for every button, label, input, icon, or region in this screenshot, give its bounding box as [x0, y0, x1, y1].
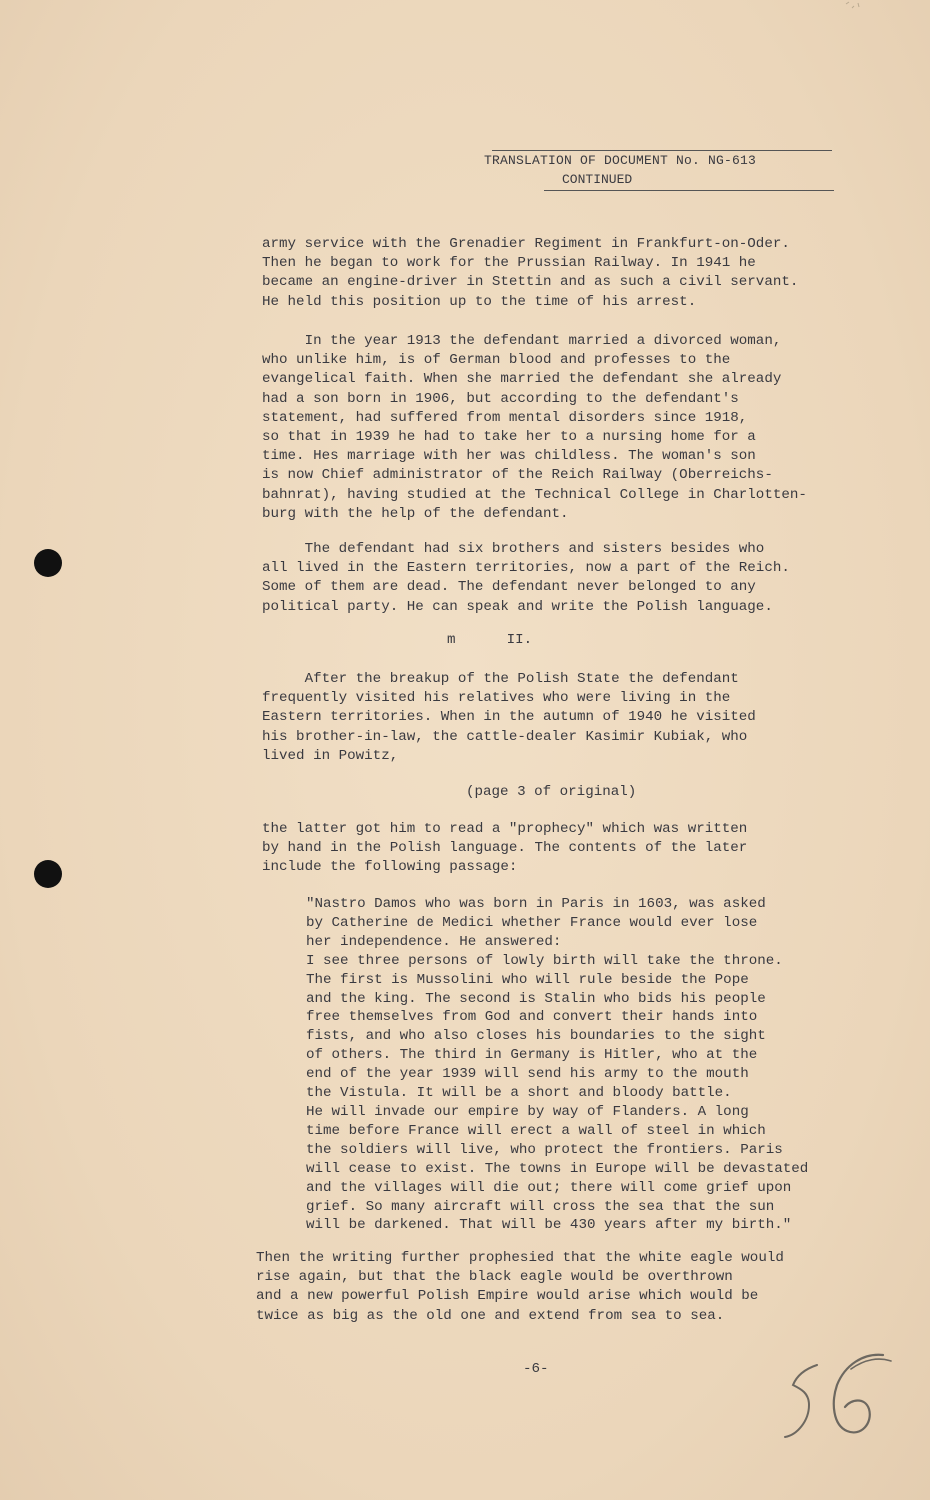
original-page-reference: (page 3 of original)	[466, 784, 637, 800]
header-continued: CONTINUED	[562, 172, 633, 187]
corner-specks	[840, 0, 870, 20]
handwritten-page-number	[775, 1345, 895, 1455]
paragraph-army-service: army service with the Grenadier Regiment in Frankfurt-on-Oder. Then he began to work for the Prussian Railway. In 1941 he became an engine-driver in Stettin and as such a civil servant. He held this position up to the time of his arrest.	[262, 236, 799, 310]
paragraph-marriage: In the year 1913 the defendant married a divorced woman, who unlike him, is of German blood and professes to the evangelical faith. When she married the defendant she already had a son born in 1906, but according to the defendant's statement, had suffered from mental disorders since 1918, so that in 1939 he had to take her to a nursing home for a time. Hes marriage with her was childless. The woman's son is now Chief administrator of the Reich Railway (Oberreichs- bahnrat), having studied at the Technical College in Charlotten- burg with the help of the defendant.	[262, 333, 807, 522]
page-number: -6-	[523, 1361, 549, 1377]
paragraph-prophecy-intro: the latter got him to read a "prophecy" which was written by hand in the Polish language. The contents of the later include the following passage:	[262, 821, 748, 876]
prophecy-quote: "Nastro Damos who was born in Paris in 1603, was asked by Catherine de Medici whether France would ever lose her independence. He answered: I see three persons of lowly birth will take the throne. The first is Mussolini who will rule beside the Pope and the king. The second is Stalin who bids his people free themselves from God and convert their hands into fists, and who also closes his boundaries to the sight of others. The third in Germany is Hitler, who at the end of the year 1939 will send his army to the mouth the Vistula. It will be a short and bloody battle. He will invade our empire by way of Flanders. A long time before France will erect a wall of steel in which the soldiers will live, who protect the frontiers. Paris will cease to exist. The towns in Europe will be devastated and the villages will die out; there will come grief upon grief. So many aircraft will cross the sea that the sun will be darkened. That will be 430 years after my birth."	[306, 896, 809, 1234]
paragraph-siblings: The defendant had six brothers and sisters besides who all lived in the Eastern territories, now a part of the Reich. Some of them are dead. The defendant never belonged to any political party. He can speak and write the Polish language.	[262, 541, 790, 615]
punch-hole-upper	[34, 549, 62, 577]
document-header	[484, 150, 840, 191]
header-bottom-rule	[544, 190, 834, 191]
header-title: TRANSLATION OF DOCUMENT No. NG-613	[484, 153, 757, 168]
section-heading-ii: m II.	[447, 632, 533, 648]
paragraph-prophecy-conclusion: Then the writing further prophesied that the white eagle would rise again, but that the black eagle would be overthrown and a new powerful Polish Empire would arise which would be twice as big as the old one and extend from sea to sea.	[256, 1250, 784, 1324]
punch-hole-lower	[34, 860, 62, 888]
paragraph-visits: After the breakup of the Polish State the defendant frequently visited his relatives who were living in the Eastern territories. When in the autumn of 1940 he visited his brother-in-law, the cattle-dealer Kasimir Kubiak, who lived in Powitz,	[262, 671, 756, 764]
